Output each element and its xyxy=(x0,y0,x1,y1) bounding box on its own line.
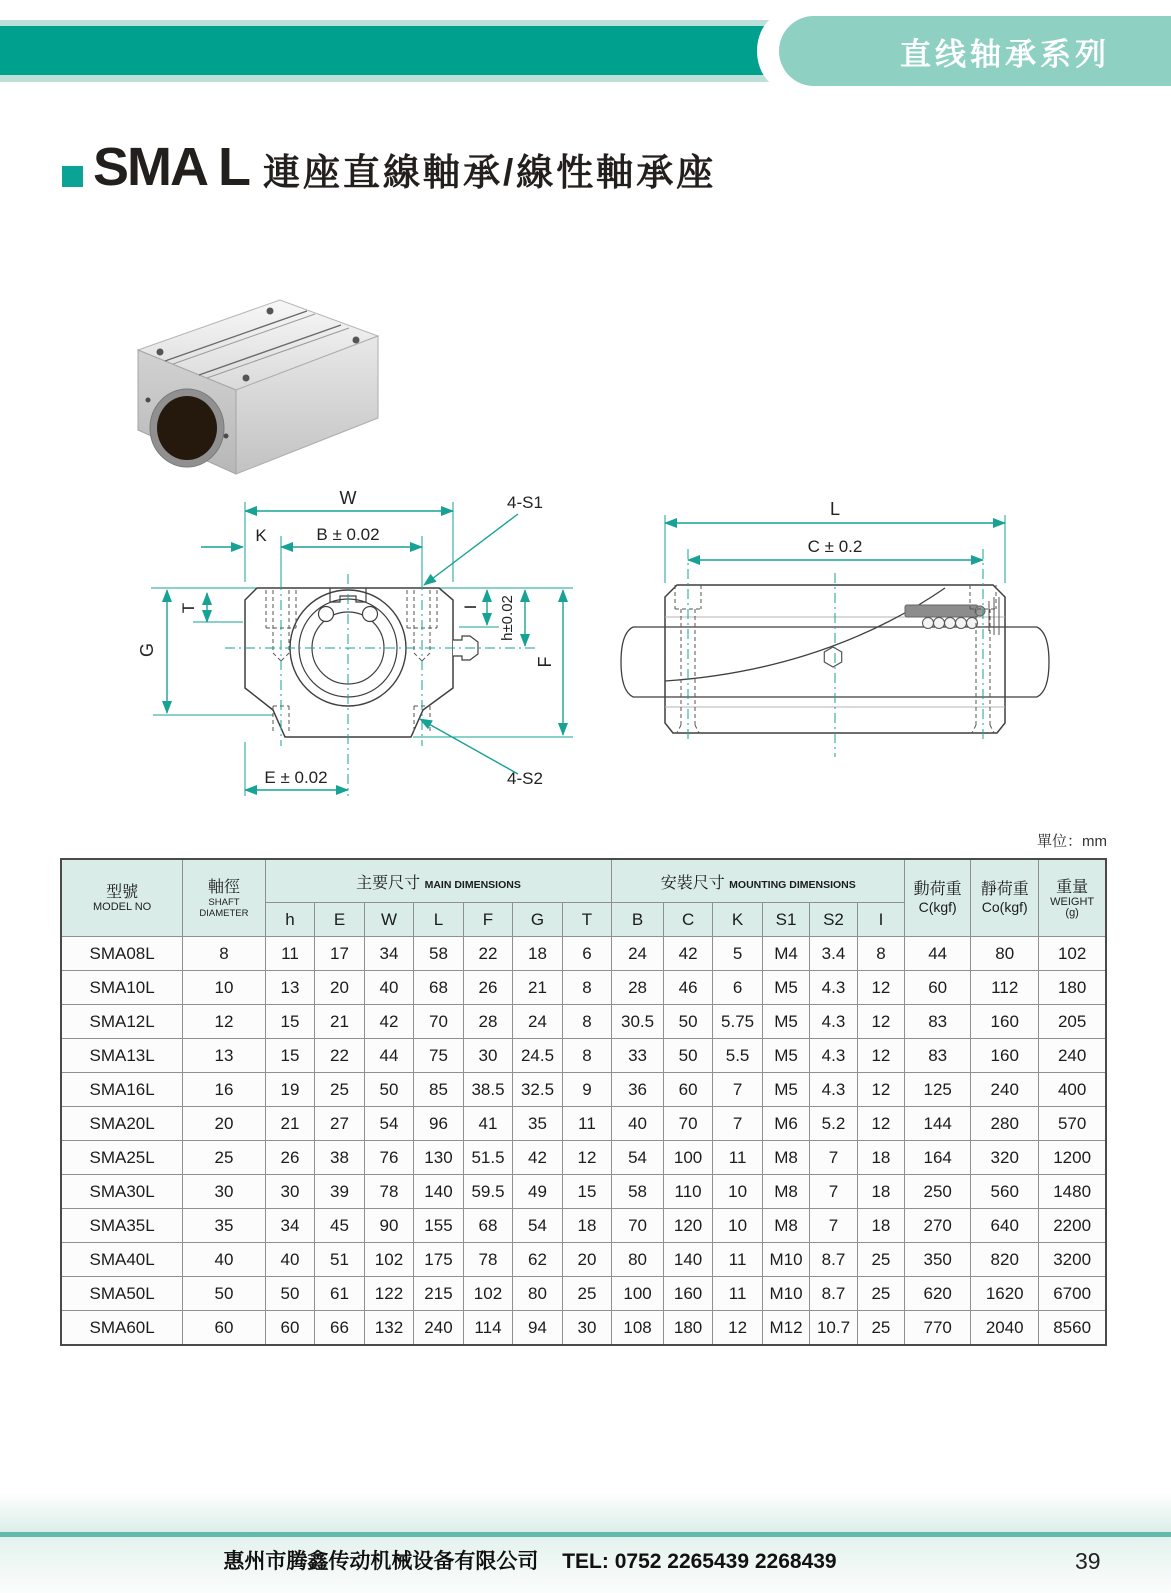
value-cell: 36 xyxy=(612,1073,664,1107)
group-header-mounting-dimensions: 安裝尺寸 MOUNTING DIMENSIONS xyxy=(612,859,905,903)
value-cell: 12 xyxy=(713,1311,763,1346)
value-cell: 83 xyxy=(905,1005,971,1039)
value-cell: 5.75 xyxy=(713,1005,763,1039)
value-cell: 15 xyxy=(265,1039,315,1073)
table-row xyxy=(61,971,1106,1005)
table-row xyxy=(61,1243,1106,1277)
front-view-drawing xyxy=(125,478,605,813)
model-cell: SMA30L xyxy=(61,1175,183,1209)
value-cell: 80 xyxy=(612,1243,664,1277)
value-cell: 50 xyxy=(663,1039,713,1073)
hole-label-s2: 4-S2 xyxy=(507,769,543,788)
value-cell: 240 xyxy=(414,1311,464,1346)
series-tab xyxy=(779,16,1171,86)
company-name: 惠州市腾鑫传动机械设备有限公司 xyxy=(223,1550,539,1573)
value-cell: M12 xyxy=(762,1311,809,1346)
value-cell: 34 xyxy=(265,1209,315,1243)
footer-gradient xyxy=(0,1492,1171,1532)
col-header-g: G xyxy=(513,903,563,937)
value-cell: 39 xyxy=(315,1175,365,1209)
series-tab-label: 直线轴承系列 xyxy=(900,36,1110,72)
dim-label-w: W xyxy=(339,488,357,508)
value-cell: 110 xyxy=(663,1175,713,1209)
value-cell: 40 xyxy=(612,1107,664,1141)
value-cell: 400 xyxy=(1039,1073,1106,1107)
value-cell: 4.3 xyxy=(810,1039,857,1073)
value-cell: 11 xyxy=(265,937,315,971)
value-cell: 25 xyxy=(857,1311,904,1346)
value-cell: M5 xyxy=(762,1039,809,1073)
value-cell: 30 xyxy=(183,1175,266,1209)
value-cell: 58 xyxy=(414,937,464,971)
value-cell: 25 xyxy=(183,1141,266,1175)
value-cell: 28 xyxy=(463,1005,513,1039)
table-row xyxy=(61,1039,1106,1073)
title-description: 連座直線軸承/線性軸承座 xyxy=(262,152,717,193)
value-cell: 10 xyxy=(713,1209,763,1243)
value-cell: 20 xyxy=(183,1107,266,1141)
value-cell: 180 xyxy=(663,1311,713,1346)
value-cell: 30 xyxy=(265,1175,315,1209)
col-header-c: C xyxy=(663,903,713,937)
table-row xyxy=(61,1073,1106,1107)
value-cell: M5 xyxy=(762,1005,809,1039)
col-header-i: I xyxy=(857,903,904,937)
value-cell: 100 xyxy=(663,1141,713,1175)
value-cell: 140 xyxy=(414,1175,464,1209)
value-cell: 51.5 xyxy=(463,1141,513,1175)
value-cell: M8 xyxy=(762,1209,809,1243)
value-cell: 19 xyxy=(265,1073,315,1107)
value-cell: 20 xyxy=(562,1243,612,1277)
value-cell: 2040 xyxy=(971,1311,1039,1346)
value-cell: 12 xyxy=(562,1141,612,1175)
value-cell: 26 xyxy=(463,971,513,1005)
value-cell: 4.3 xyxy=(810,971,857,1005)
value-cell: 40 xyxy=(364,971,414,1005)
col-header-f: F xyxy=(463,903,513,937)
value-cell: 25 xyxy=(562,1277,612,1311)
value-cell: 102 xyxy=(1039,937,1106,971)
value-cell: 51 xyxy=(315,1243,365,1277)
value-cell: 130 xyxy=(414,1141,464,1175)
value-cell: 114 xyxy=(463,1311,513,1346)
value-cell: 18 xyxy=(562,1209,612,1243)
table-row xyxy=(61,937,1106,971)
value-cell: 18 xyxy=(857,1209,904,1243)
table-row xyxy=(61,1107,1106,1141)
value-cell: M5 xyxy=(762,971,809,1005)
value-cell: 24 xyxy=(612,937,664,971)
value-cell: 350 xyxy=(905,1243,971,1277)
value-cell: 1620 xyxy=(971,1277,1039,1311)
value-cell: 132 xyxy=(364,1311,414,1346)
value-cell: M10 xyxy=(762,1243,809,1277)
value-cell: 60 xyxy=(905,971,971,1005)
value-cell: 96 xyxy=(414,1107,464,1141)
value-cell: 560 xyxy=(971,1175,1039,1209)
value-cell: 6 xyxy=(713,971,763,1005)
product-photo xyxy=(100,278,420,478)
value-cell: 44 xyxy=(364,1039,414,1073)
value-cell: 24 xyxy=(513,1005,563,1039)
model-cell: SMA16L xyxy=(61,1073,183,1107)
value-cell: 640 xyxy=(971,1209,1039,1243)
value-cell: 122 xyxy=(364,1277,414,1311)
dim-label-f: F xyxy=(535,656,555,668)
col-header-h: h xyxy=(265,903,315,937)
value-cell: 215 xyxy=(414,1277,464,1311)
value-cell: 30 xyxy=(463,1039,513,1073)
dim-label-b: B ± 0.02 xyxy=(316,525,380,544)
model-cell: SMA50L xyxy=(61,1277,183,1311)
side-view-drawing xyxy=(615,485,1085,785)
value-cell: 44 xyxy=(905,937,971,971)
value-cell: 620 xyxy=(905,1277,971,1311)
table-row xyxy=(61,1311,1106,1346)
value-cell: 3.4 xyxy=(810,937,857,971)
value-cell: 7 xyxy=(810,1175,857,1209)
value-cell: 42 xyxy=(663,937,713,971)
value-cell: 25 xyxy=(315,1073,365,1107)
dim-label-l: L xyxy=(829,499,841,519)
table-row xyxy=(61,1277,1106,1311)
value-cell: 27 xyxy=(315,1107,365,1141)
title-bullet-icon xyxy=(62,166,83,187)
value-cell: 125 xyxy=(905,1073,971,1107)
value-cell: 42 xyxy=(513,1141,563,1175)
value-cell: 32.5 xyxy=(513,1073,563,1107)
table-row xyxy=(61,1209,1106,1243)
value-cell: 22 xyxy=(315,1039,365,1073)
model-cell: SMA12L xyxy=(61,1005,183,1039)
value-cell: 10 xyxy=(183,971,266,1005)
value-cell: 30.5 xyxy=(612,1005,664,1039)
value-cell: 7 xyxy=(810,1141,857,1175)
dim-label-g: G xyxy=(137,642,157,658)
value-cell: 6700 xyxy=(1039,1277,1106,1311)
value-cell: 144 xyxy=(905,1107,971,1141)
value-cell: 22 xyxy=(463,937,513,971)
value-cell: 160 xyxy=(663,1277,713,1311)
value-cell: 20 xyxy=(315,971,365,1005)
value-cell: 280 xyxy=(971,1107,1039,1141)
value-cell: 175 xyxy=(414,1243,464,1277)
value-cell: 108 xyxy=(612,1311,664,1346)
value-cell: 60 xyxy=(663,1073,713,1107)
value-cell: 140 xyxy=(663,1243,713,1277)
page-title xyxy=(62,136,716,206)
value-cell: 11 xyxy=(562,1107,612,1141)
value-cell: 8560 xyxy=(1039,1311,1106,1346)
value-cell: 26 xyxy=(265,1141,315,1175)
value-cell: 16 xyxy=(183,1073,266,1107)
value-cell: 570 xyxy=(1039,1107,1106,1141)
value-cell: 80 xyxy=(513,1277,563,1311)
value-cell: M8 xyxy=(762,1175,809,1209)
value-cell: 50 xyxy=(364,1073,414,1107)
value-cell: 25 xyxy=(857,1277,904,1311)
spec-table xyxy=(60,858,1107,1346)
value-cell: 112 xyxy=(971,971,1039,1005)
table-row xyxy=(61,1005,1106,1039)
value-cell: 78 xyxy=(364,1175,414,1209)
value-cell: 70 xyxy=(414,1005,464,1039)
value-cell: 11 xyxy=(713,1243,763,1277)
value-cell: 40 xyxy=(265,1243,315,1277)
value-cell: 54 xyxy=(364,1107,414,1141)
value-cell: 820 xyxy=(971,1243,1039,1277)
value-cell: 205 xyxy=(1039,1005,1106,1039)
value-cell: 34 xyxy=(364,937,414,971)
value-cell: 21 xyxy=(513,971,563,1005)
value-cell: 4.3 xyxy=(810,1005,857,1039)
value-cell: 102 xyxy=(364,1243,414,1277)
value-cell: 50 xyxy=(265,1277,315,1311)
value-cell: 18 xyxy=(857,1175,904,1209)
value-cell: M6 xyxy=(762,1107,809,1141)
model-cell: SMA08L xyxy=(61,937,183,971)
value-cell: M5 xyxy=(762,1073,809,1107)
value-cell: 10 xyxy=(713,1175,763,1209)
value-cell: 15 xyxy=(562,1175,612,1209)
col-header-static-load: 靜荷重 Co(kgf) xyxy=(971,859,1039,937)
table-row xyxy=(61,1141,1106,1175)
value-cell: 21 xyxy=(265,1107,315,1141)
value-cell: 8 xyxy=(857,937,904,971)
col-header-w: W xyxy=(364,903,414,937)
value-cell: 13 xyxy=(265,971,315,1005)
spec-table-body xyxy=(61,937,1106,1346)
value-cell: 8 xyxy=(562,971,612,1005)
col-header-e: E xyxy=(315,903,365,937)
value-cell: 12 xyxy=(857,1107,904,1141)
value-cell: 2200 xyxy=(1039,1209,1106,1243)
value-cell: 30 xyxy=(562,1311,612,1346)
value-cell: 1480 xyxy=(1039,1175,1106,1209)
title-model-code: SMA L xyxy=(93,137,249,197)
value-cell: 770 xyxy=(905,1311,971,1346)
value-cell: 45 xyxy=(315,1209,365,1243)
value-cell: 8.7 xyxy=(810,1277,857,1311)
value-cell: 8 xyxy=(183,937,266,971)
value-cell: 24.5 xyxy=(513,1039,563,1073)
dim-label-c: C ± 0.2 xyxy=(807,537,863,556)
value-cell: 7 xyxy=(810,1209,857,1243)
value-cell: 54 xyxy=(513,1209,563,1243)
value-cell: 7 xyxy=(713,1107,763,1141)
model-cell: SMA60L xyxy=(61,1311,183,1346)
value-cell: 102 xyxy=(463,1277,513,1311)
value-cell: 5.5 xyxy=(713,1039,763,1073)
value-cell: 50 xyxy=(663,1005,713,1039)
value-cell: 25 xyxy=(857,1243,904,1277)
value-cell: 15 xyxy=(265,1005,315,1039)
dim-label-t: T xyxy=(179,602,198,614)
value-cell: 38.5 xyxy=(463,1073,513,1107)
value-cell: 155 xyxy=(414,1209,464,1243)
value-cell: 21 xyxy=(315,1005,365,1039)
value-cell: 80 xyxy=(971,937,1039,971)
value-cell: 35 xyxy=(183,1209,266,1243)
col-header-s2: S2 xyxy=(810,903,857,937)
col-header-s1: S1 xyxy=(762,903,809,937)
value-cell: 8 xyxy=(562,1039,612,1073)
unit-note: 單位：mm xyxy=(1037,833,1107,850)
page-number: 39 xyxy=(1075,1548,1101,1574)
value-cell: 50 xyxy=(183,1277,266,1311)
col-header-k: K xyxy=(713,903,763,937)
footer-company-line xyxy=(0,1545,1060,1575)
value-cell: 240 xyxy=(1039,1039,1106,1073)
dim-label-k: K xyxy=(255,526,267,545)
value-cell: 120 xyxy=(663,1209,713,1243)
value-cell: 12 xyxy=(857,1073,904,1107)
model-cell: SMA10L xyxy=(61,971,183,1005)
table-row xyxy=(61,1175,1106,1209)
value-cell: 70 xyxy=(612,1209,664,1243)
value-cell: 90 xyxy=(364,1209,414,1243)
model-cell: SMA20L xyxy=(61,1107,183,1141)
value-cell: 40 xyxy=(183,1243,266,1277)
model-cell: SMA40L xyxy=(61,1243,183,1277)
value-cell: 3200 xyxy=(1039,1243,1106,1277)
value-cell: 9 xyxy=(562,1073,612,1107)
value-cell: 54 xyxy=(612,1141,664,1175)
model-cell: SMA13L xyxy=(61,1039,183,1073)
value-cell: 62 xyxy=(513,1243,563,1277)
col-header-shaft: 軸徑 SHAFT DIAMETER xyxy=(183,859,266,937)
value-cell: 94 xyxy=(513,1311,563,1346)
value-cell: 7 xyxy=(713,1073,763,1107)
value-cell: 35 xyxy=(513,1107,563,1141)
value-cell: 83 xyxy=(905,1039,971,1073)
value-cell: M4 xyxy=(762,937,809,971)
value-cell: 8.7 xyxy=(810,1243,857,1277)
value-cell: 12 xyxy=(857,1005,904,1039)
value-cell: 12 xyxy=(183,1005,266,1039)
value-cell: 100 xyxy=(612,1277,664,1311)
dim-label-i: I xyxy=(461,604,480,610)
value-cell: 28 xyxy=(612,971,664,1005)
company-tel: TEL: 0752 2265439 2268439 xyxy=(562,1550,837,1573)
value-cell: 180 xyxy=(1039,971,1106,1005)
dim-label-e: E ± 0.02 xyxy=(264,768,328,787)
col-header-weight: 重量 WEIGHT (g) xyxy=(1039,859,1106,937)
value-cell: 18 xyxy=(857,1141,904,1175)
value-cell: 58 xyxy=(612,1175,664,1209)
value-cell: 66 xyxy=(315,1311,365,1346)
value-cell: 270 xyxy=(905,1209,971,1243)
value-cell: 8 xyxy=(562,1005,612,1039)
value-cell: 320 xyxy=(971,1141,1039,1175)
value-cell: 60 xyxy=(265,1311,315,1346)
value-cell: 70 xyxy=(663,1107,713,1141)
value-cell: 13 xyxy=(183,1039,266,1073)
col-header-l: L xyxy=(414,903,464,937)
value-cell: 11 xyxy=(713,1277,763,1311)
value-cell: M8 xyxy=(762,1141,809,1175)
hole-label-s1: 4-S1 xyxy=(507,493,543,512)
dim-label-h: h±0.02 xyxy=(499,595,516,641)
col-header-dynamic-load: 動荷重 C(kgf) xyxy=(905,859,971,937)
value-cell: M10 xyxy=(762,1277,809,1311)
value-cell: 49 xyxy=(513,1175,563,1209)
value-cell: 41 xyxy=(463,1107,513,1141)
model-cell: SMA25L xyxy=(61,1141,183,1175)
value-cell: 10.7 xyxy=(810,1311,857,1346)
value-cell: 5.2 xyxy=(810,1107,857,1141)
value-cell: 75 xyxy=(414,1039,464,1073)
value-cell: 68 xyxy=(414,971,464,1005)
model-cell: SMA35L xyxy=(61,1209,183,1243)
col-header-model: 型號 MODEL NO xyxy=(61,859,183,937)
col-header-b: B xyxy=(612,903,664,937)
value-cell: 11 xyxy=(713,1141,763,1175)
value-cell: 160 xyxy=(971,1039,1039,1073)
value-cell: 68 xyxy=(463,1209,513,1243)
value-cell: 85 xyxy=(414,1073,464,1107)
value-cell: 12 xyxy=(857,1039,904,1073)
value-cell: 59.5 xyxy=(463,1175,513,1209)
group-header-main-dimensions: 主要尺寸 MAIN DIMENSIONS xyxy=(265,859,612,903)
value-cell: 33 xyxy=(612,1039,664,1073)
value-cell: 42 xyxy=(364,1005,414,1039)
col-header-t: T xyxy=(562,903,612,937)
value-cell: 18 xyxy=(513,937,563,971)
value-cell: 6 xyxy=(562,937,612,971)
value-cell: 1200 xyxy=(1039,1141,1106,1175)
value-cell: 76 xyxy=(364,1141,414,1175)
value-cell: 164 xyxy=(905,1141,971,1175)
value-cell: 46 xyxy=(663,971,713,1005)
value-cell: 60 xyxy=(183,1311,266,1346)
value-cell: 78 xyxy=(463,1243,513,1277)
value-cell: 240 xyxy=(971,1073,1039,1107)
value-cell: 12 xyxy=(857,971,904,1005)
value-cell: 5 xyxy=(713,937,763,971)
value-cell: 250 xyxy=(905,1175,971,1209)
value-cell: 61 xyxy=(315,1277,365,1311)
value-cell: 38 xyxy=(315,1141,365,1175)
value-cell: 17 xyxy=(315,937,365,971)
value-cell: 160 xyxy=(971,1005,1039,1039)
value-cell: 4.3 xyxy=(810,1073,857,1107)
